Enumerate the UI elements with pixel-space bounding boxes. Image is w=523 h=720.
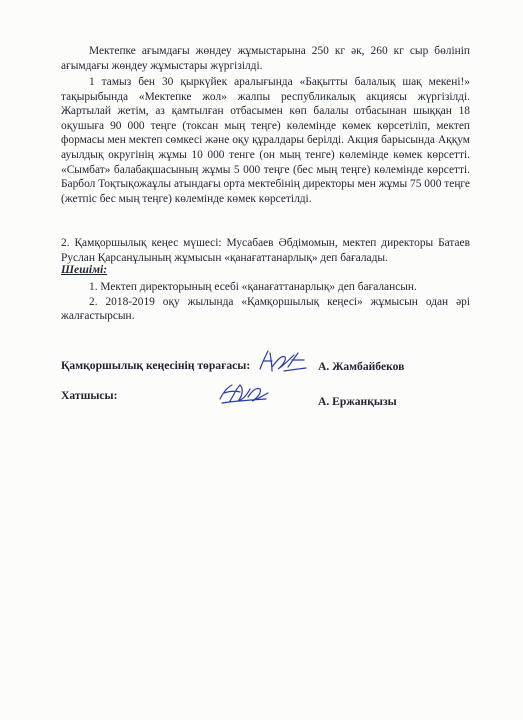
- decision-heading: Шешімі:: [61, 263, 108, 276]
- paragraph-repair-supplies: [61, 44, 470, 73]
- paragraph-text: Мектепке ағымдағы жөндеу жұмыстарына 250 кг әк, 260 кг сыр бөлініп ағымдағы жөндеу жұмыстары жүргізілді.: [61, 45, 470, 72]
- secretary-signature: [214, 379, 272, 409]
- paragraph-text: 2. Қамқоршылық кеңес мүшесі: Мусабаев Әбдімомын, мектеп директоры Батаев Руслан Қарсанұлының жұмысын «қанағаттанарлық» деп бағалады.: [61, 237, 470, 264]
- paragraph-school-road-campaign: [61, 75, 470, 206]
- decision-item: 2. 2018-2019 оқу жылында «Қамқоршылық кеңесі» жұмысын одан әрі жалғастырсын.: [61, 295, 470, 323]
- secretary-label: Хатшысы:: [61, 389, 118, 402]
- paragraph-text: 1 тамыз бен 30 қыркүйек аралығында «Бақытты балалық шақ мекені!» тақырыбында «Мектепке жол» жалпы республикалық акциясы жүргізілді. Жартылай жетім, аз қамтылған отбасымен көп балалы отбасынан шыққан 18 оқушыға 90 000 теңге (токсан мың теңге) көлемінде көмек көрсетіліп, мектеп формасы мен мектеп сөмкесі және оқу құралдары берілді. Акция барысында Аққум ауылдық округінің жұмы 10 000 тенге (он мың тенге) көлемінде көмек көрсетті. «Сымбат» балабақшасының жұмы 5 000 теңге (бес мың теңге) көлемінде көрсетті. Барбол Тоқтықожаұлы атындағы орта мектебінің директоры мен жұмы 75 000 теңге (жетпіс бес мың теңге) көлемінде көмек көрсетілді.: [61, 76, 470, 205]
- secretary-name: А. Ержанқызы: [318, 395, 397, 408]
- decision-item: 1. Мектеп директорының есебі «қанағаттанарлық» деп бағалансын.: [89, 281, 417, 293]
- chair-signature: [254, 347, 310, 377]
- paragraph-council-evaluation: [61, 236, 470, 265]
- chair-label: Қамқоршылық кеңесінің төрағасы:: [61, 359, 251, 372]
- decision-list: [61, 280, 470, 324]
- chair-name: А. Жамбайбеков: [318, 360, 405, 373]
